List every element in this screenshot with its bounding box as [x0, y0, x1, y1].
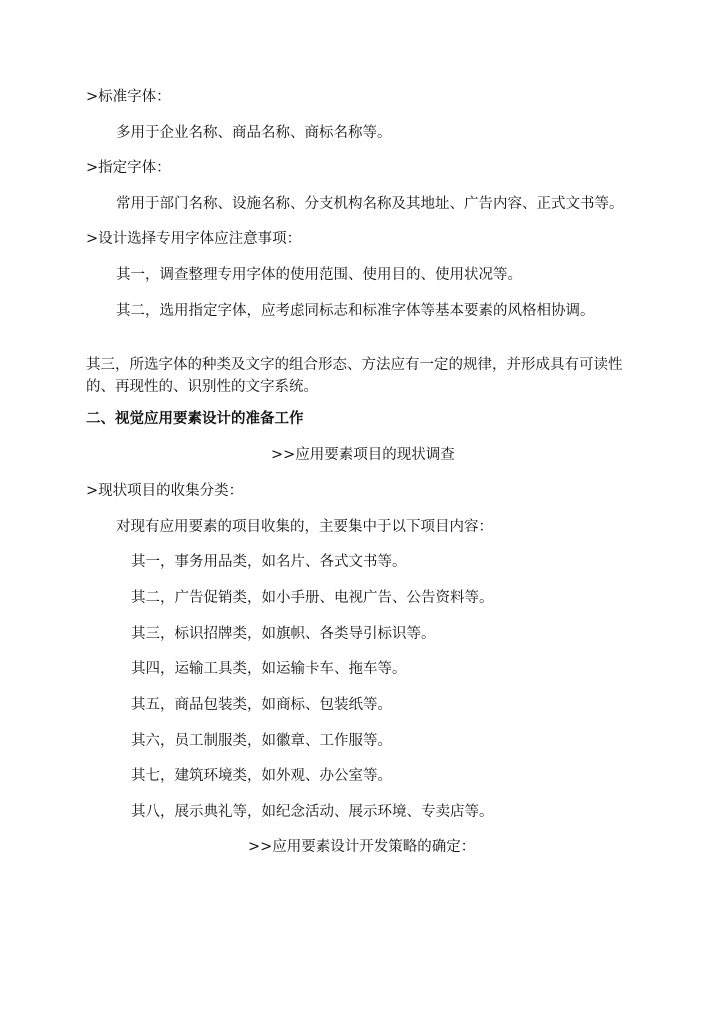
heading-collection-classification: >现状项目的收集分类： [86, 483, 244, 499]
list-item-uniforms: 其六，员工制服类，如徽章、工作服等。 [131, 733, 392, 749]
subheading-development-strategy: >>应用要素设计开发策略的确定： [248, 839, 476, 855]
list-item-signage: 其三，标识招牌类，如旗帜、各类导引标识等。 [131, 626, 436, 642]
note-item-3: 其三，所选字体的种类及文字的组合形态、方法应有一定的规律，并形成具有可读性的、再现性的、识别性的文字系统。 [86, 357, 623, 395]
heading-font-design-notes: >设计选择专用字体应注意事项： [86, 231, 302, 247]
list-item-advertising: 其二，广告促销类，如小手册、电视广告、公告资料等。 [131, 590, 494, 606]
subheading-current-survey: >>应用要素项目的现状调查 [271, 447, 455, 463]
heading-standard-font: >标准字体： [86, 89, 171, 105]
heading-designated-font: >指定字体： [86, 160, 171, 176]
note-item-2: 其二，选用指定字体，应考虑同标志和标准字体等基本要素的风格相协调。 [116, 303, 595, 319]
section-heading-application-prep: 二、视觉应用要素设计的准备工作 [86, 410, 304, 427]
text-designated-font-usage: 常用于部门名称、设施名称、分支机构名称及其地址、广告内容、正式文书等。 [116, 196, 624, 212]
list-item-exhibition: 其八，展示典礼等，如纪念活动、展示环境、专卖店等。 [131, 804, 494, 820]
list-item-transport: 其四，运输工具类，如运输卡车、拖车等。 [131, 661, 407, 677]
note-item-1: 其一，调查整理专用字体的使用范围、使用目的、使用状况等。 [116, 267, 522, 283]
list-item-architecture: 其七，建筑环境类，如外观、办公室等。 [131, 768, 392, 784]
text-collection-intro: 对现有应用要素的项目收集的，主要集中于以下项目内容： [116, 519, 493, 535]
list-item-packaging: 其五，商品包装类，如商标、包装纸等。 [131, 697, 392, 713]
text-standard-font-usage: 多用于企业名称、商品名称、商标名称等。 [116, 125, 392, 141]
list-item-office-supplies: 其一，事务用品类，如名片、各式文书等。 [131, 554, 407, 570]
